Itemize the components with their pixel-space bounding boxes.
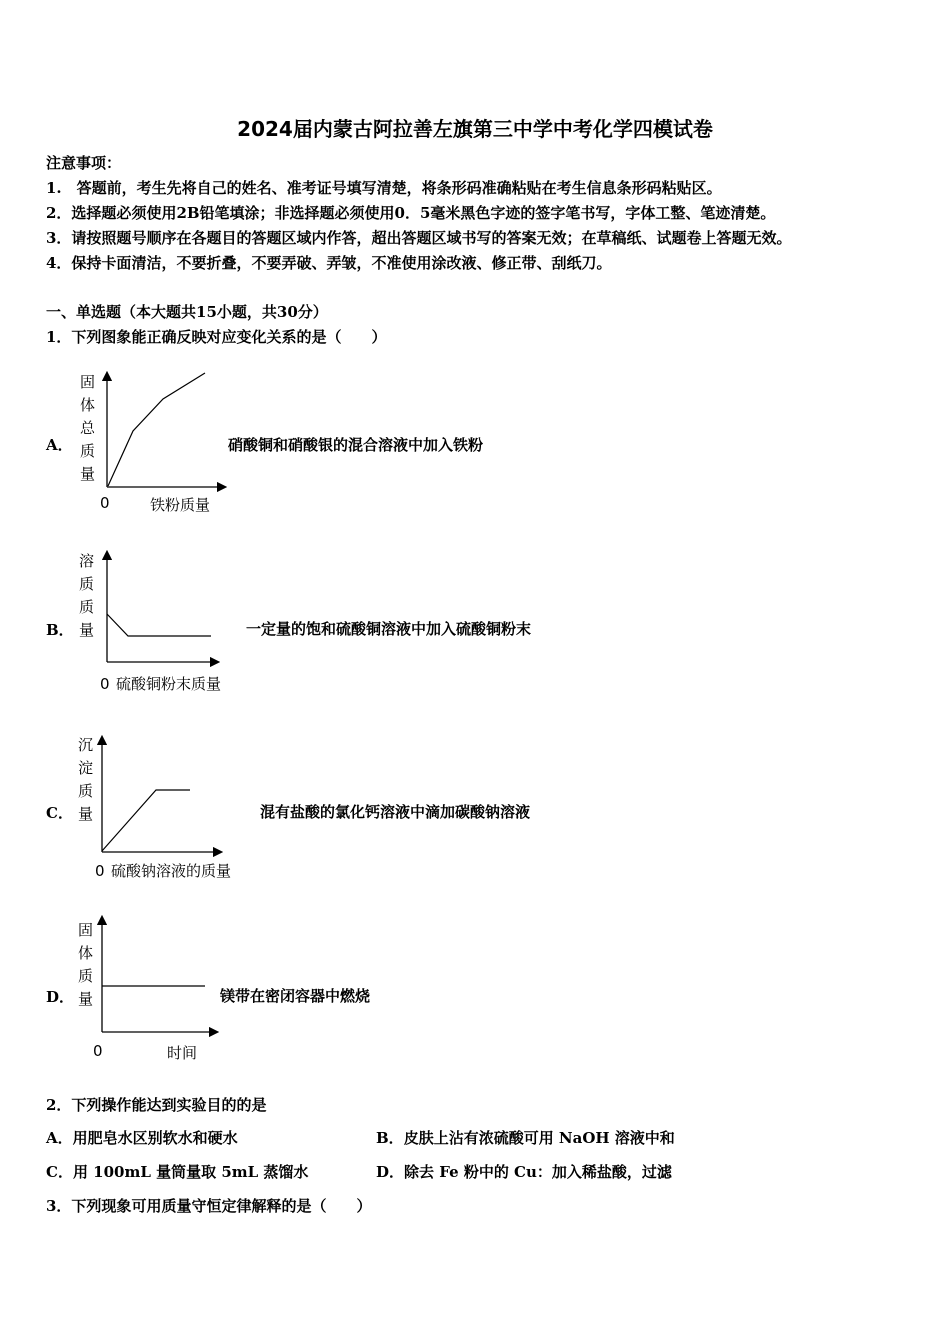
graph-c-ylabel-4: 量 (78, 805, 94, 823)
q1-option-c-label: C． (46, 804, 73, 822)
graph-c-ylabel-1: 沉 (78, 736, 94, 754)
q1-option-a-label: A． (46, 436, 73, 454)
page-title: 2024届内蒙古阿拉善左旗第三中学中考化学四模试卷 (237, 117, 713, 141)
q1-option-b-label: B． (46, 621, 74, 639)
q2-option-b-label: B． (376, 1129, 404, 1147)
graph-c-ylabel-2: 淀 (78, 759, 94, 777)
graph-b-curve (107, 614, 211, 636)
graph-b-ylabel-2: 质 (79, 575, 95, 593)
graph-a-ylabel-2: 体 (80, 396, 96, 414)
q1-option-c-desc: 混有盐酸的氯化钙溶液中滴加碳酸钠溶液 (260, 803, 531, 821)
graph-d-ylabel-1: 固 (78, 921, 94, 939)
q2-option-a-label: A． (46, 1129, 73, 1147)
notice-heading: 注意事项： (46, 154, 122, 172)
graph-a-origin: 0 (100, 494, 110, 512)
q1-stem: 1．下列图象能正确反映对应变化关系的是（ ） (46, 328, 387, 346)
notice-item-1: 1. 答题前，考生先将自己的姓名、准考证号填写清楚，将条形码准确粘贴在考生信息条形码粘贴区。 (46, 179, 722, 197)
notice-item-2: 2．选择题必须使用2B铅笔填涂；非选择题必须使用0．5毫米黑色字迹的签字笔书写，字体工整、笔迹清楚。 (46, 204, 776, 222)
section-heading: 一、单选题（本大题共15小题，共30分） (46, 303, 328, 321)
q2-option-d-label: D． (376, 1163, 405, 1181)
graph-a-ylabel-3: 总 (80, 419, 96, 437)
q1-option-a-desc: 硝酸铜和硝酸银的混合溶液中加入铁粉 (228, 436, 484, 454)
graph-d-xlabel: 时间 (167, 1044, 198, 1062)
q2-option-a-text: 用肥皂水区别软水和硬水 (72, 1129, 238, 1147)
graph-a-curve (108, 373, 205, 486)
graph-b-ylabel-1: 溶 (79, 552, 95, 570)
graph-a-ylabel-5: 量 (80, 465, 96, 483)
notice-item-3: 3．请按照题号顺序在各题目的答题区域内作答，超出答题区域书写的答案无效；在草稿纸、试题卷上答题无效。 (46, 229, 792, 247)
graph-a-ylabel-1: 固 (80, 373, 96, 391)
graph-d-origin: 0 (93, 1042, 103, 1060)
graph-a-ylabel-4: 质 (80, 442, 96, 460)
q2-option-a (46, 1127, 238, 1148)
q2-option-b (376, 1127, 675, 1148)
q1-option-d-desc: 镁带在密闭容器中燃烧 (220, 987, 371, 1005)
notice-item-4: 4．保持卡面清洁，不要折叠，不要弄破、弄皱，不准使用涂改液、修正带、刮纸刀。 (46, 254, 612, 272)
q2-option-d (376, 1161, 672, 1182)
q1-option-b-desc: 一定量的饱和硫酸铜溶液中加入硫酸铜粉末 (246, 620, 532, 638)
q2-option-c-text: 用 100mL 量筒量取 5mL 蒸馏水 (72, 1163, 309, 1181)
graph-b-origin: 0 (100, 675, 110, 693)
graph-d-ylabel-3: 质 (78, 967, 94, 985)
graph-c-ylabel-3: 质 (78, 782, 94, 800)
q2-option-c-label: C． (46, 1163, 73, 1181)
q3-stem: 3．下列现象可用质量守恒定律解释的是（ ） (46, 1197, 372, 1215)
graph-c-xlabel: 硫酸钠溶液的质量 (111, 862, 232, 880)
graph-d-ylabel-2: 体 (78, 944, 94, 962)
graph-b-ylabel-3: 质 (79, 598, 95, 616)
q2-option-b-text: 皮肤上沾有浓硫酸可用 NaOH 溶液中和 (403, 1129, 675, 1147)
q2-stem: 2．下列操作能达到实验目的的是 (46, 1096, 267, 1114)
q2-option-d-text: 除去 Fe 粉中的 Cu：加入稀盐酸，过滤 (404, 1163, 672, 1181)
graph-c-origin: 0 (95, 862, 105, 880)
q2-option-c (46, 1161, 308, 1182)
graph-b-ylabel-4: 量 (79, 621, 95, 639)
graph-a-xlabel: 铁粉质量 (150, 496, 211, 514)
q1-option-d-label: D． (46, 988, 75, 1006)
graph-d-ylabel-4: 量 (78, 990, 94, 1008)
graph-b-xlabel: 硫酸铜粉末质量 (116, 675, 222, 693)
graph-c-curve (102, 790, 190, 851)
